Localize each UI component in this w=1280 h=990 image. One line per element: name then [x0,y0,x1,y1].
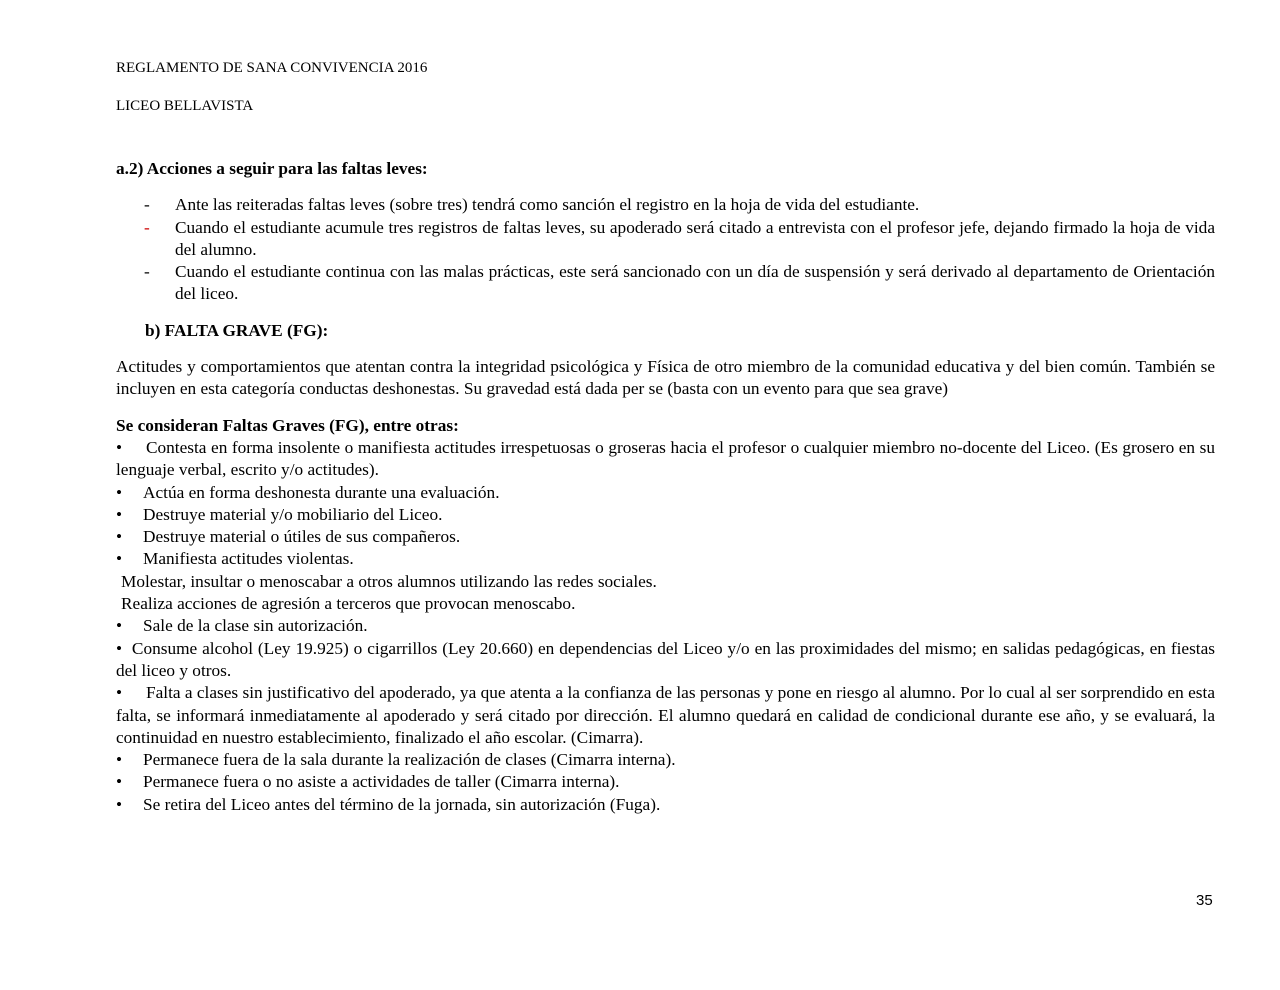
list-item [116,749,1215,771]
list-item-text: Ante las reiteradas faltas leves (sobre tres) tendrá como sanción el registro en la hoja de vida del estudiante. [175,195,920,215]
list-item-text: Cuando el estudiante continua con las malas prácticas, este será sancionado con un día de suspensión y será derivado al departamento de Orientación del liceo. [175,262,1215,304]
list-item-text: Destruye material o útiles de sus compañeros. [143,527,461,547]
list-item-text: Falta a clases sin justificativo del apoderado, ya que atenta a la confianza de las personas y pone en riesgo al alumno. Por lo cual al ser sorprendido en esta falta, se informará inmediatamente al apoderado y será citado por dirección. El alumno quedará en calidad de condicional durante ese año, y se evaluará, la continuidad en nuestro establecimiento, finalizado el año escolar. (Cimarra). [116,683,1215,747]
bullet-marker: • [116,482,123,502]
dash-marker: - [144,217,150,237]
bullet-marker: • [116,638,123,658]
list-item [116,217,1215,262]
bullet-marker: • [116,772,123,792]
list-item-text: Cuando el estudiante acumule tres registros de faltas leves, su apoderado será citado a entrevista con el profesor jefe, dejando firmado la hoja de vida del alumno. [175,217,1215,259]
list-item [116,194,1215,216]
page-number: 35 [1196,892,1213,909]
section-b-heading: b) FALTA GRAVE (FG): [145,320,329,340]
list-item [116,682,1215,749]
bullet-marker: • [116,549,123,569]
bullet-marker: • [116,794,123,814]
list-item [116,771,1215,793]
list-item-text: Consume alcohol (Ley 19.925) o cigarrillos (Ley 20.660) en dependencias del Liceo y/o en las proximidades del mismo; en salidas pedagógicas, en fiestas del liceo y otros. [116,638,1215,680]
list-item-text: Se retira del Liceo antes del término de la jornada, sin autorización (Fuga). [143,794,661,814]
dash-marker: - [144,195,150,215]
list-item [116,482,1215,504]
faltas-graves-list [116,437,1215,816]
list-item [116,261,1215,306]
bullet-marker: • [116,616,123,636]
school-name: LICEO BELLAVISTA [116,98,254,114]
bullet-marker: • [116,504,123,524]
bullet-marker: • [116,750,123,770]
list-item-text: Permanece fuera de la sala durante la realización de clases (Cimarra interna). [143,750,676,770]
section-a2-heading: a.2) Acciones a seguir para las faltas leves: [116,159,428,178]
list-item [116,571,1215,593]
faltas-graves-list-heading: Se consideran Faltas Graves (FG), entre otras: [116,415,459,435]
document-body [116,158,1215,816]
leves-actions-list [116,194,1215,305]
bullet-marker: • [116,683,123,703]
list-item-text: Realiza acciones de agresión a terceros que provocan menoscabo. [121,594,576,614]
falta-grave-description: Actitudes y comportamientos que atentan contra la integridad psicológica y Física de otro miembro de la comunidad educativa y del bien común. También se incluyen en esta categoría conductas deshonestas. Su gravedad está dada per se (basta con un evento para que sea grave) [116,357,1215,399]
list-item [116,437,1215,482]
dash-marker: - [144,262,150,282]
list-item-text: Actúa en forma deshonesta durante una evaluación. [143,482,500,502]
list-item [116,638,1215,683]
list-item-text: Sale de la clase sin autorización. [143,616,368,636]
list-item-text: Destruye material y/o mobiliario del Liceo. [143,504,443,524]
bullet-marker: • [116,527,123,547]
list-item [116,794,1215,816]
list-item-text: Molestar, insultar o menoscabar a otros alumnos utilizando las redes sociales. [121,571,657,591]
list-item-text: Permanece fuera o no asiste a actividades de taller (Cimarra interna). [143,772,620,792]
bullet-marker: • [116,437,123,457]
list-item [116,548,1215,570]
document-title: REGLAMENTO DE SANA CONVIVENCIA 2016 [116,60,428,76]
list-item [116,504,1215,526]
list-item [116,526,1215,548]
list-item-text: Contesta en forma insolente o manifiesta actitudes irrespetuosas o groseras hacia el profesor o cualquier miembro no-docente del Liceo. (Es grosero en su lenguaje verbal, escrito y/o actitudes). [116,437,1215,480]
list-item-text: Manifiesta actitudes violentas. [143,549,354,569]
list-item [116,615,1215,637]
list-item [116,593,1215,615]
